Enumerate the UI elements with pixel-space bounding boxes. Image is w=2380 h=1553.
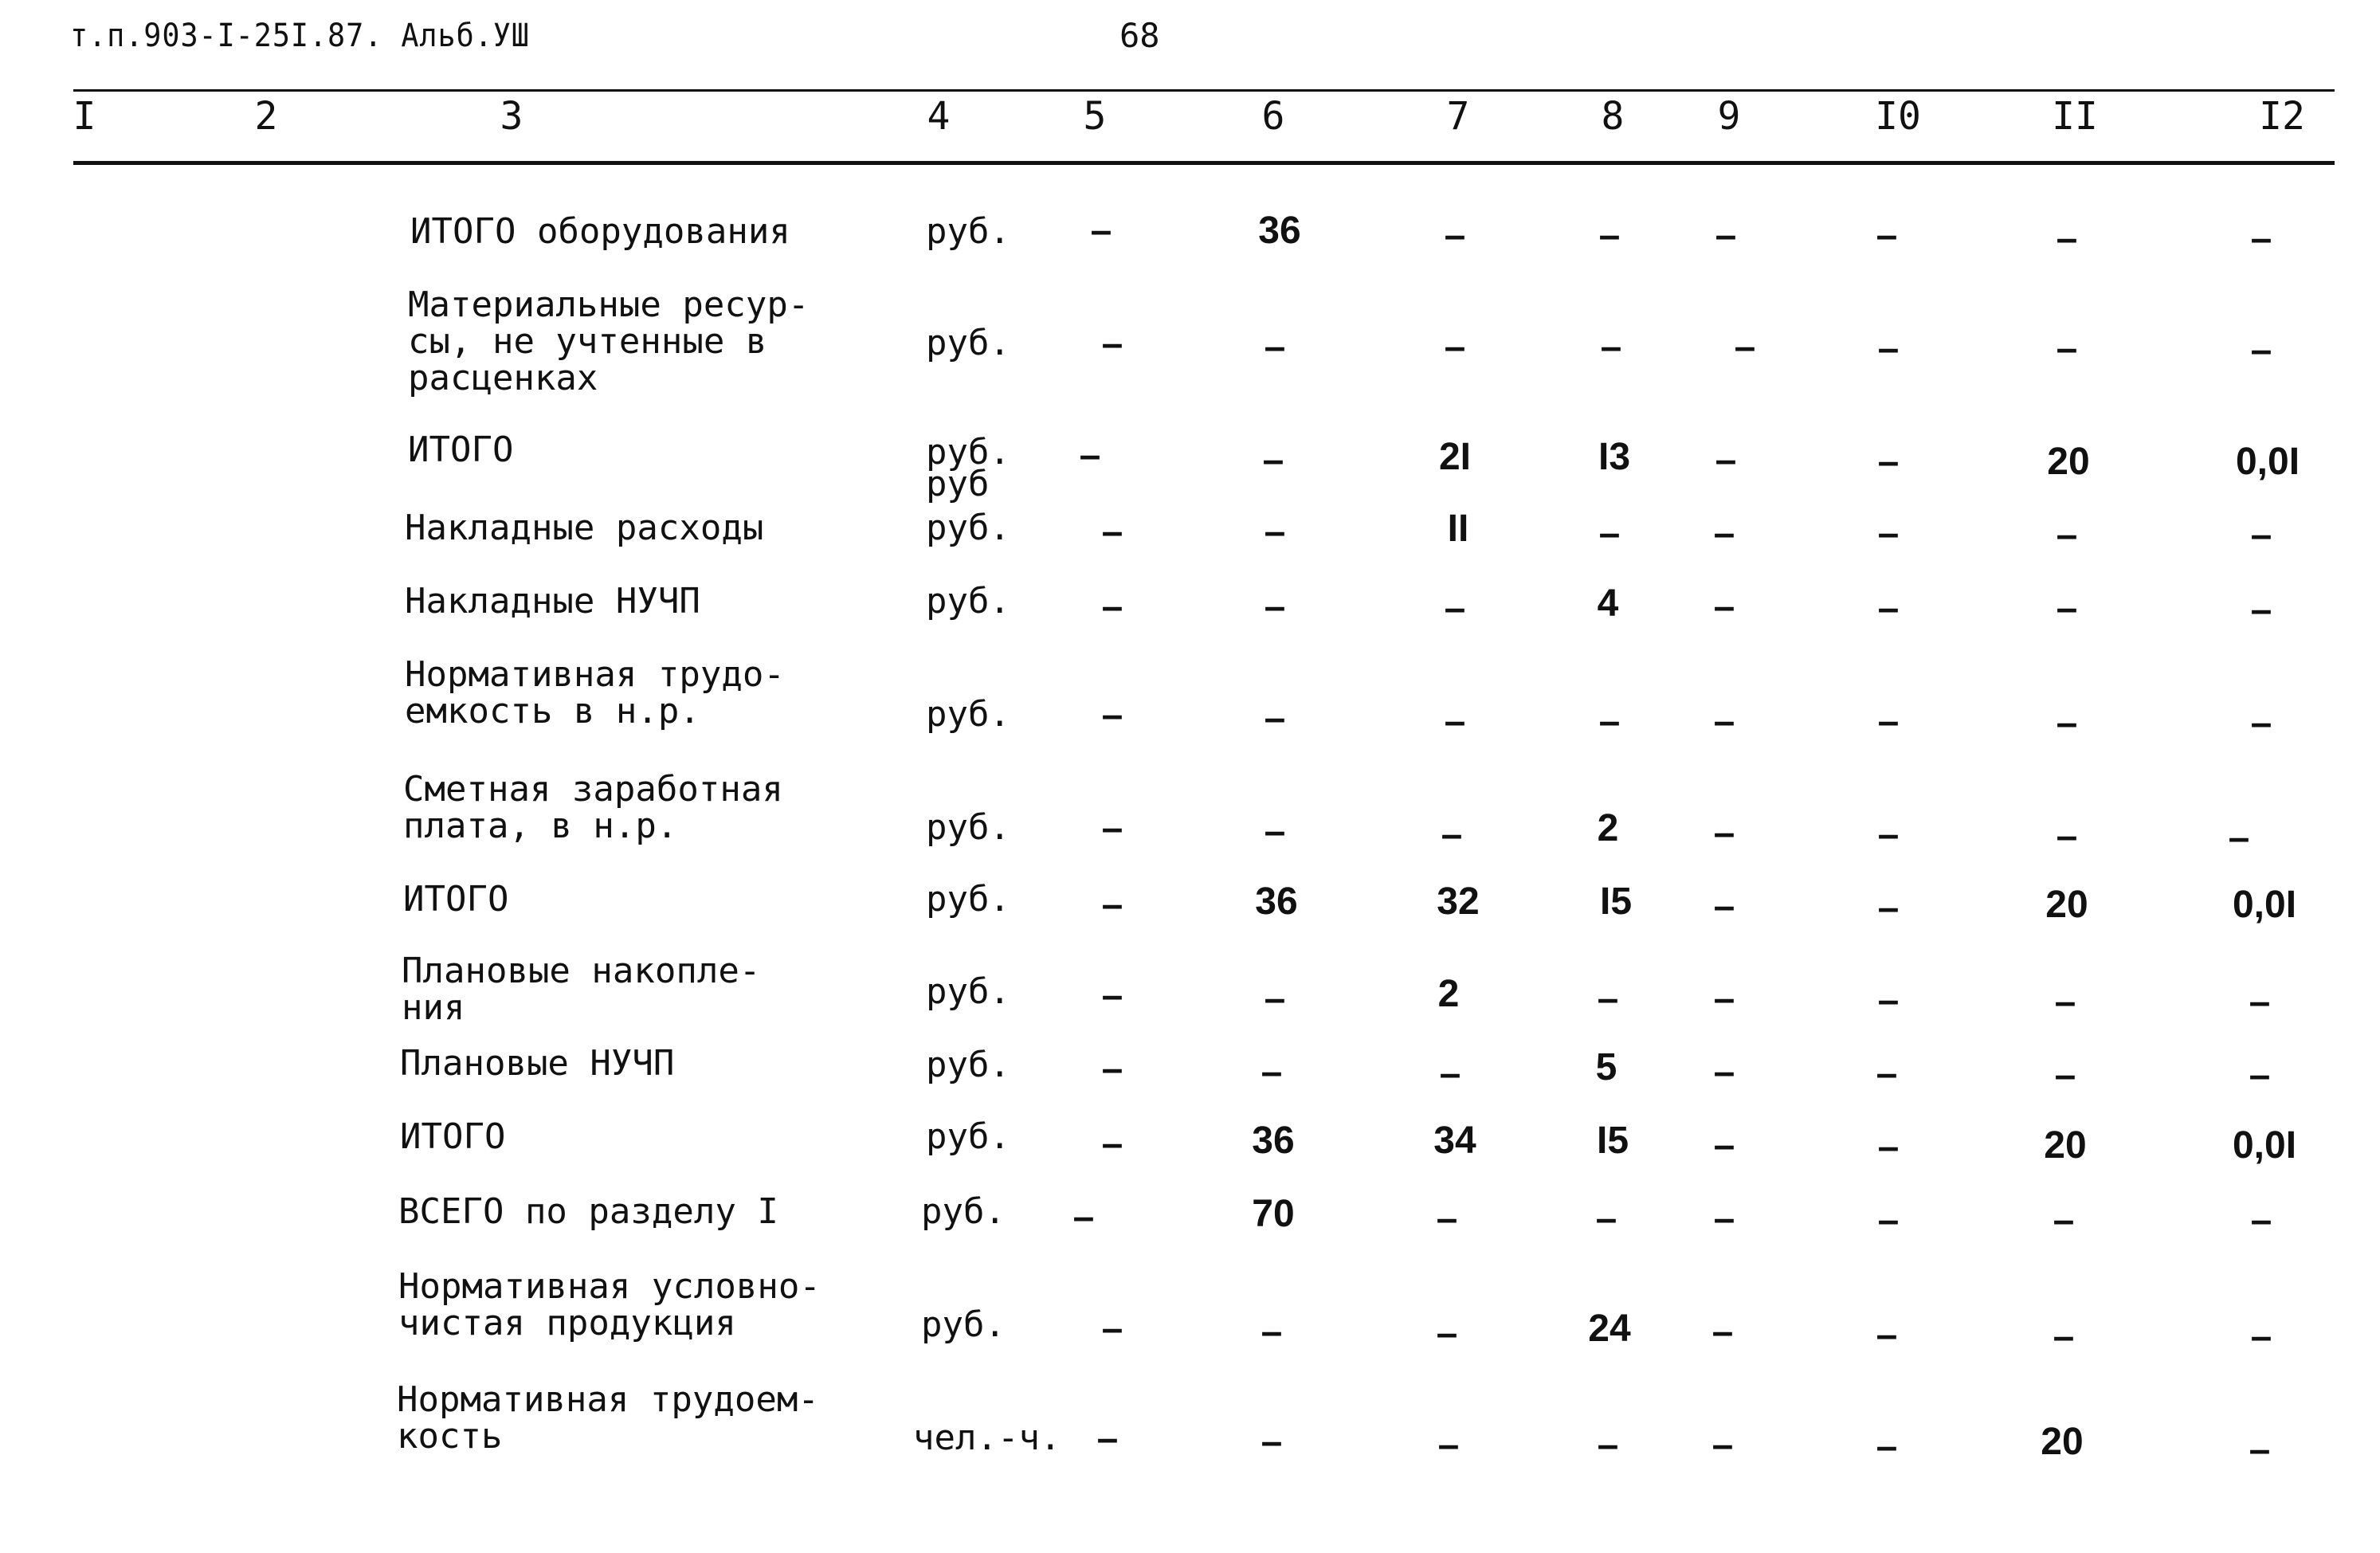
- row-unit: руб.: [926, 323, 1010, 363]
- value-col-10: –: [1877, 979, 1900, 1022]
- value-col-9: –: [1713, 1124, 1735, 1167]
- value-col-12: 0,0I: [2232, 1124, 2297, 1167]
- value-col-10: –: [1877, 700, 1900, 743]
- row-unit: руб.: [926, 508, 1010, 548]
- value-col-8: –: [1597, 1424, 1619, 1466]
- value-col-11: –: [2056, 327, 2078, 370]
- value-col-7: –: [1444, 214, 1466, 257]
- value-col-12: –: [2250, 329, 2272, 371]
- value-col-7: –: [1444, 587, 1466, 629]
- value-col-10: –: [1877, 1126, 1900, 1168]
- value-col-11: 20: [2041, 1421, 2084, 1463]
- column-number-6: 6: [1261, 94, 1285, 139]
- value-col-10: –: [1877, 887, 1900, 929]
- value-col-5: –: [1079, 434, 1101, 476]
- value-col-8: –: [1595, 1198, 1617, 1240]
- row-label: ИТОГО: [408, 429, 514, 470]
- value-col-7: –: [1436, 1312, 1458, 1355]
- value-col-7: –: [1436, 1198, 1458, 1240]
- value-col-8: I5: [1596, 1120, 1629, 1162]
- value-col-11: –: [2056, 587, 2078, 629]
- document-reference: т.п.903-I-25I.87. Альб.УШ: [70, 18, 530, 54]
- row-label: ИТОГО оборудования: [410, 211, 790, 252]
- row-label: Плановые НУЧП: [400, 1043, 675, 1084]
- value-col-9: –: [1734, 326, 1756, 368]
- value-col-5: –: [1101, 586, 1123, 628]
- row-unit: руб. руб: [926, 432, 1010, 504]
- value-col-7: –: [1437, 1424, 1460, 1466]
- row-label: Накладные НУЧП: [405, 581, 700, 622]
- value-col-11: 20: [2045, 884, 2088, 926]
- value-col-12: –: [2250, 514, 2272, 556]
- row-label: ИТОГО: [400, 1116, 506, 1157]
- row-unit: руб.: [926, 211, 1010, 252]
- value-col-10: –: [1877, 441, 1900, 483]
- row-unit: руб.: [926, 971, 1010, 1012]
- value-col-10: –: [1876, 1314, 1898, 1356]
- value-col-8: –: [1598, 700, 1621, 743]
- value-col-10: –: [1876, 1053, 1898, 1095]
- value-col-9: –: [1715, 214, 1737, 257]
- value-col-7: 32: [1437, 880, 1480, 923]
- column-number-12: I2: [2259, 94, 2305, 139]
- column-number-2: 2: [254, 94, 278, 139]
- value-col-7: 2: [1437, 973, 1460, 1015]
- value-col-11: –: [2056, 702, 2078, 744]
- value-col-10: –: [1877, 587, 1900, 629]
- value-col-10: –: [1876, 214, 1898, 257]
- value-col-9: –: [1713, 512, 1735, 555]
- value-col-11: –: [2054, 981, 2076, 1023]
- row-label: ИТОГО: [403, 879, 509, 920]
- value-col-8: I3: [1598, 436, 1631, 478]
- value-col-6: –: [1264, 586, 1286, 628]
- value-col-11: –: [2056, 514, 2078, 556]
- column-number-11: II: [2052, 94, 2098, 139]
- value-col-5: –: [1096, 1418, 1119, 1460]
- value-col-5: –: [1090, 210, 1112, 252]
- value-col-8: –: [1600, 326, 1622, 368]
- value-col-12: –: [2250, 589, 2272, 631]
- value-col-12: –: [2228, 817, 2250, 859]
- value-col-7: –: [1444, 326, 1466, 368]
- value-col-12: –: [2250, 702, 2272, 744]
- row-label: Материальные ресур- сы, не учтенные в расценках: [408, 284, 810, 398]
- value-col-5: –: [1101, 1308, 1123, 1350]
- value-col-9: –: [1715, 439, 1737, 481]
- value-col-7: –: [1439, 1053, 1461, 1095]
- value-col-11: –: [2053, 1199, 2075, 1241]
- row-unit: руб.: [921, 1304, 1006, 1345]
- value-col-12: –: [2249, 1429, 2271, 1471]
- value-col-5: –: [1072, 1196, 1095, 1238]
- value-col-8: 5: [1595, 1046, 1617, 1088]
- row-unit: руб.: [926, 694, 1010, 735]
- column-number-3: 3: [500, 94, 523, 139]
- value-col-5: –: [1101, 807, 1123, 849]
- value-col-5: –: [1101, 884, 1123, 926]
- value-col-9: –: [1713, 812, 1735, 854]
- row-unit: руб.: [926, 581, 1010, 622]
- value-col-9: –: [1713, 1051, 1735, 1093]
- row-unit: руб.: [921, 1191, 1006, 1232]
- row-unit: чел.-ч.: [913, 1418, 1061, 1458]
- page-number: 68: [1119, 16, 1160, 55]
- value-col-7: –: [1444, 700, 1466, 743]
- value-col-10: –: [1877, 512, 1900, 555]
- value-col-12: 0,0I: [2235, 441, 2300, 483]
- value-col-7: –: [1441, 814, 1463, 856]
- row-unit: руб.: [926, 807, 1010, 848]
- column-number-8: 8: [1601, 94, 1625, 139]
- value-col-5: –: [1101, 694, 1123, 736]
- value-col-7: 2I: [1438, 436, 1472, 478]
- row-unit: руб.: [926, 1116, 1010, 1157]
- column-number-1: I: [73, 94, 96, 139]
- value-col-6: –: [1264, 326, 1286, 368]
- row-label: Накладные расходы: [405, 508, 764, 548]
- value-col-10: –: [1877, 814, 1900, 856]
- value-col-6: –: [1261, 1311, 1283, 1353]
- value-col-9: –: [1713, 1198, 1735, 1240]
- value-col-12: 0,0I: [2232, 884, 2297, 926]
- value-col-6: –: [1264, 697, 1286, 739]
- value-col-11: –: [2054, 1054, 2076, 1096]
- value-col-9: –: [1713, 586, 1735, 628]
- value-col-5: –: [1101, 975, 1123, 1017]
- value-col-10: –: [1877, 1199, 1900, 1241]
- value-col-5: –: [1101, 1123, 1123, 1165]
- value-col-12: –: [2249, 981, 2271, 1023]
- row-label: ВСЕГО по разделу I: [398, 1191, 778, 1232]
- value-col-11: 20: [2047, 441, 2090, 483]
- value-col-11: –: [2053, 1316, 2075, 1358]
- value-col-7: 34: [1433, 1120, 1476, 1162]
- value-col-8: –: [1598, 214, 1621, 257]
- value-col-10: –: [1876, 1426, 1898, 1468]
- value-col-9: –: [1713, 700, 1735, 743]
- value-col-8: I5: [1599, 880, 1633, 923]
- value-col-11: –: [2056, 218, 2078, 260]
- value-col-11: 20: [2044, 1124, 2087, 1167]
- value-col-6: –: [1261, 1421, 1283, 1463]
- value-col-6: 70: [1252, 1193, 1295, 1235]
- header-top-rule: [73, 89, 2335, 92]
- value-col-6: –: [1261, 1051, 1283, 1093]
- row-label: Нормативная условно- чистая продукция: [398, 1266, 821, 1343]
- row-label: Нормативная трудо- емкость в н.р.: [405, 654, 785, 731]
- value-col-6: 36: [1252, 1120, 1295, 1162]
- value-col-12: –: [2249, 1054, 2271, 1096]
- value-col-7: II: [1447, 508, 1469, 550]
- value-col-10: –: [1877, 327, 1900, 370]
- value-col-5: –: [1101, 511, 1123, 553]
- value-col-8: 24: [1588, 1308, 1631, 1350]
- value-col-12: –: [2250, 218, 2272, 260]
- value-col-6: 36: [1255, 880, 1298, 923]
- value-col-5: –: [1101, 323, 1123, 365]
- column-number-7: 7: [1446, 94, 1470, 139]
- row-label: Плановые накопле- ния: [402, 951, 761, 1028]
- value-col-9: –: [1711, 1311, 1734, 1353]
- value-col-6: –: [1262, 439, 1284, 481]
- column-number-9: 9: [1717, 94, 1741, 139]
- value-col-8: –: [1597, 978, 1619, 1020]
- value-col-6: –: [1264, 810, 1286, 853]
- value-col-9: –: [1711, 1424, 1734, 1466]
- value-col-6: –: [1264, 978, 1286, 1020]
- column-number-10: I0: [1875, 94, 1921, 139]
- row-unit: руб.: [926, 1045, 1010, 1085]
- value-col-6: 36: [1258, 210, 1301, 252]
- header-bottom-rule: [73, 161, 2335, 165]
- value-col-8: 2: [1597, 807, 1619, 849]
- value-col-8: –: [1598, 512, 1621, 555]
- value-col-9: –: [1713, 885, 1735, 927]
- value-col-6: –: [1264, 511, 1286, 553]
- value-col-12: –: [2250, 1316, 2272, 1358]
- row-label: Сметная заработная плата, в н.р.: [403, 769, 783, 846]
- value-col-12: –: [2250, 1199, 2272, 1241]
- value-col-8: 4: [1597, 582, 1619, 625]
- value-col-9: –: [1713, 978, 1735, 1020]
- column-number-4: 4: [927, 94, 951, 139]
- column-number-5: 5: [1083, 94, 1107, 139]
- value-col-5: –: [1101, 1048, 1123, 1090]
- row-label: Нормативная трудоем- кость: [397, 1379, 819, 1457]
- value-col-11: –: [2056, 815, 2078, 857]
- row-unit: руб.: [926, 879, 1010, 920]
